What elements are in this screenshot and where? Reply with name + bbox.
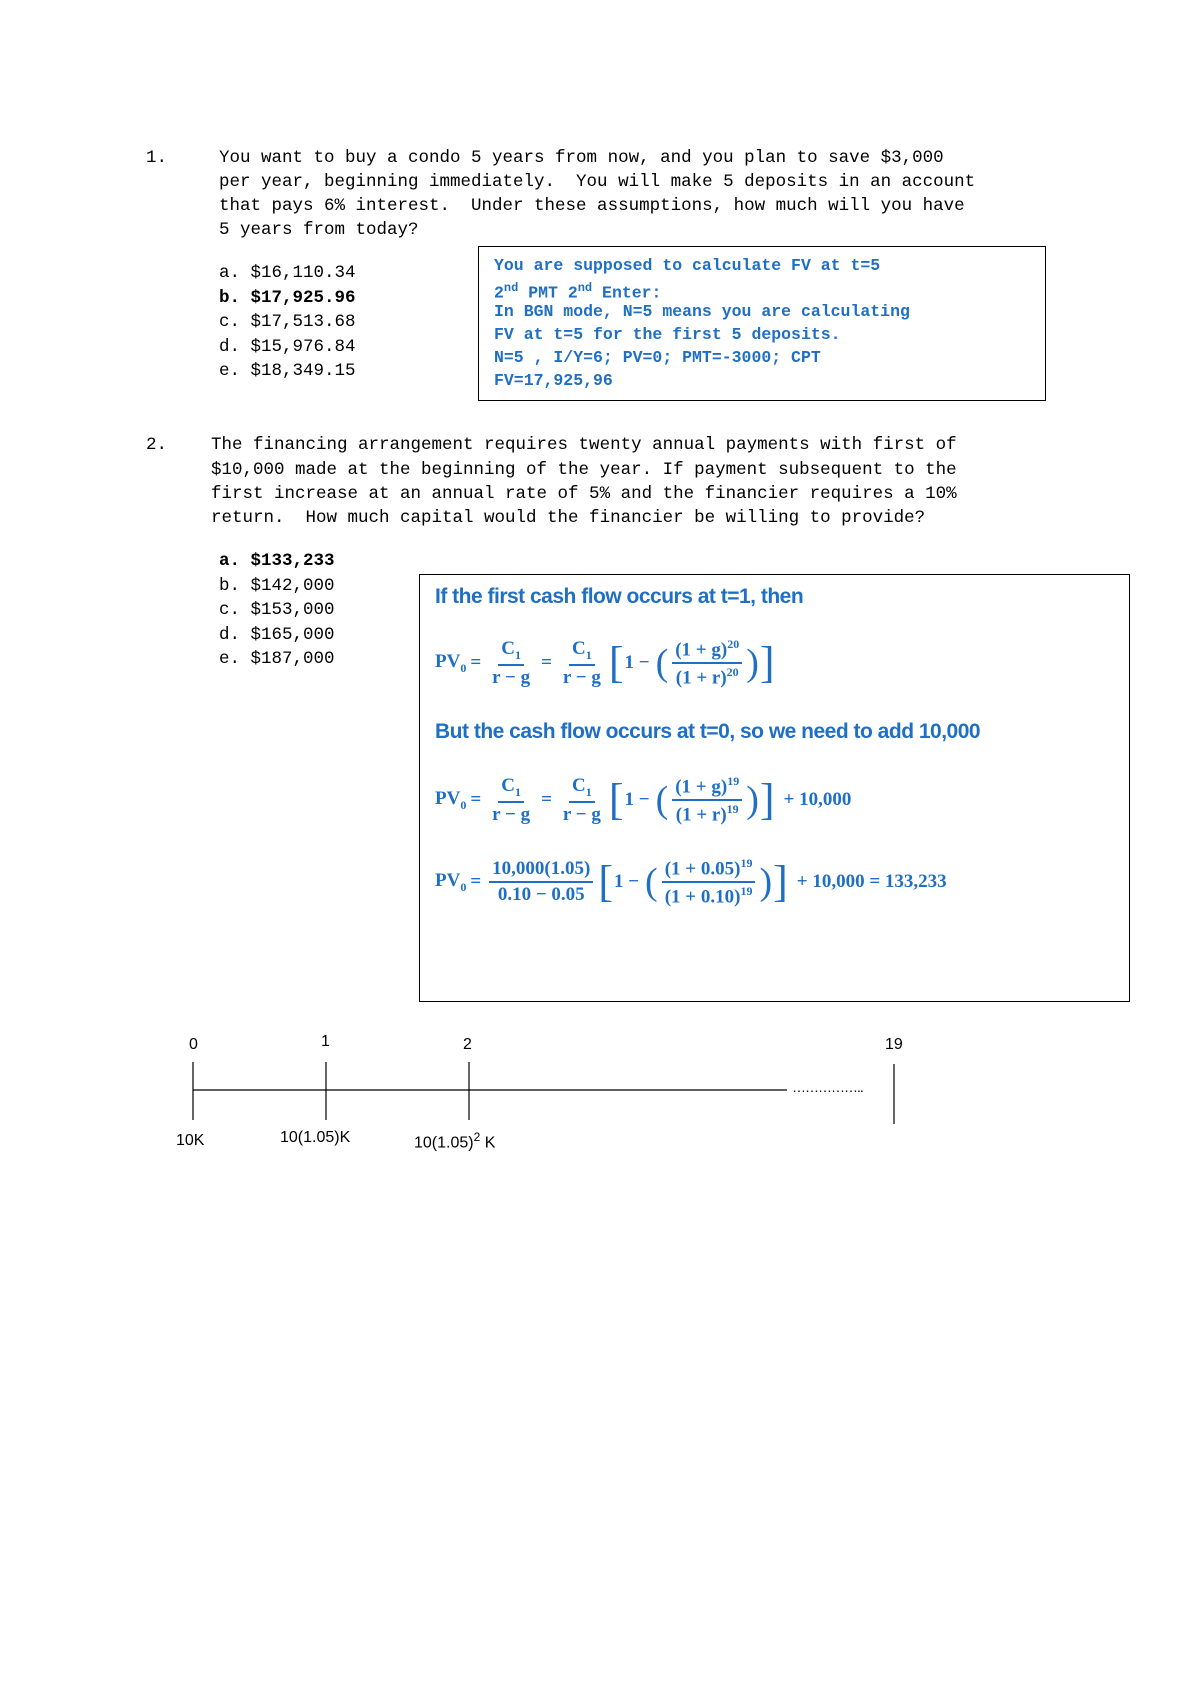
question-2-line: first increase at an annual rate of 5% and the financier requires a 10% [211,484,957,504]
equals-sign: = [470,789,482,811]
open-paren: ( [655,642,669,685]
hint-line: FV at t=5 for the first 5 deposits. [494,325,841,344]
fraction-den: r − g [492,803,531,825]
close-paren: ) [746,642,759,685]
equation-growing-annuity [435,637,776,690]
close-paren: ) [746,779,759,822]
timeline-cashflow-label [414,1130,495,1152]
hint-line: You are supposed to calculate FV at t=5 [494,256,881,275]
hint-line: FV=17,925,96 [494,371,613,390]
timeline-dots: …………….. [792,1079,863,1095]
option-value: $15,976.84 [250,336,356,357]
equals-sign: = [541,652,552,674]
option-c [219,598,335,623]
equals-sign: = [470,871,482,893]
fraction-num [498,775,524,803]
den-text: (1 + r) [675,667,727,689]
option-e [219,359,356,384]
flow-text: 10(1.05) [414,1134,474,1152]
one-minus: 1 − [624,789,650,811]
fraction-growth-ratio [662,856,756,909]
hint-sup: nd [503,281,519,295]
pv-sub: 0 [460,660,467,675]
option-letter: b. [219,575,241,596]
fraction-den [673,664,742,689]
fraction-den: r − g [492,666,531,688]
option-value: $187,000 [250,649,335,669]
hint-text: Enter: [592,283,662,303]
c-sub: 1 [585,647,592,662]
option-letter: e. [219,649,241,669]
question-1-options [219,261,356,384]
flow-text: K [484,1134,496,1152]
question-2-options [219,549,335,672]
equation-numeric [435,856,947,909]
fraction-den [662,883,756,908]
option-b-correct [219,286,356,311]
hint-sup: nd [577,281,593,295]
question-1-line: You want to buy a condo 5 years from now, and you plan to save $3,000 [219,148,944,168]
hint-text: PMT 2 [518,283,578,303]
option-value: $142,000 [250,575,335,596]
option-e [219,647,335,672]
den-text: (1 + 0.10) [664,886,741,908]
pv-sub: 0 [460,879,467,894]
option-letter: a. [219,263,241,283]
q2-solution-box [419,574,1130,1002]
open-paren: ( [645,861,658,904]
c-sub: 1 [585,784,592,799]
option-a [219,261,356,286]
option-value: $133,233 [250,551,335,571]
option-letter: c. [219,312,241,332]
option-value: $17,513.68 [250,312,356,332]
fraction-den: 0.10 − 0.05 [497,884,585,906]
option-value: $153,000 [250,600,335,620]
timeline-period-label: 1 [321,1033,330,1050]
hint-line: N=5 , I/Y=6; PV=0; PMT=-3000; CPT [494,348,821,367]
result-term: + 10,000 = 133,233 [796,871,947,893]
solution-heading: But the cash flow occurs at t=0, so we need to add 10,000 [435,720,981,743]
den-text: (1 + r) [675,804,727,826]
question-2-line: return. How much capital would the financier be willing to provide? [211,508,926,528]
option-letter: a. [219,551,241,571]
fraction-c1-over-rg [489,775,533,826]
c-sub: 1 [514,647,521,662]
num-exp: 19 [727,774,740,788]
question-2-number: 2. [146,435,168,455]
fraction-num: 10,000(1.05) [489,858,593,883]
c-text: C [501,774,515,796]
option-b [219,574,335,599]
pv-text: PV [435,787,461,809]
option-letter: c. [219,600,241,620]
timeline-period-label: 0 [189,1036,198,1053]
pv-sub: 0 [460,797,467,812]
close-paren: ) [759,861,773,904]
open-paren: ( [655,779,669,822]
fraction-num [662,856,756,883]
timeline-period-label: 2 [463,1036,472,1053]
close-bracket: ] [773,857,788,907]
fraction-den: r − g [562,666,601,688]
solution-heading: If the first cash flow occurs at t=1, then [435,585,804,608]
fraction-num [569,638,595,666]
num-text: (1 + g) [675,776,728,798]
num-text: (1 + g) [675,639,728,661]
fraction-c1-over-rg [560,638,604,689]
num-exp: 20 [727,637,740,651]
option-letter: e. [219,361,241,381]
num-exp: 19 [740,856,753,870]
timeline-cashflow-label: 10(1.05)K [280,1129,351,1146]
open-bracket: [ [608,775,624,825]
pv-text: PV [435,650,461,672]
question-1-line: that pays 6% interest. Under these assumptions, how much will you have [219,196,965,216]
option-letter: d. [219,624,241,645]
equation-adjusted [435,774,851,827]
pv-symbol [435,651,466,676]
option-a-correct [219,549,335,574]
option-letter: d. [219,336,241,357]
c-text: C [572,774,586,796]
c-sub: 1 [514,784,521,799]
option-d [219,623,335,648]
option-letter: b. [219,287,241,308]
flow-exp: 2 [473,1130,481,1144]
pv-symbol [435,788,466,813]
close-bracket: ] [759,775,775,825]
fraction-den: r − g [562,803,601,825]
option-value: $165,000 [250,624,335,645]
one-minus: 1 − [624,652,650,674]
question-1-line: 5 years from today? [219,220,419,240]
fraction-growth-ratio [672,774,742,827]
q1-hint-box [478,246,1046,401]
den-exp: 19 [726,802,739,817]
one-minus: 1 − [613,871,640,893]
fraction-c1-over-rg [560,775,604,826]
den-exp: 19 [740,884,753,899]
num-text: (1 + 0.05) [664,858,741,880]
fraction-num [672,637,742,664]
timeline-period-label: 19 [885,1036,903,1053]
fraction-num [672,774,742,801]
fraction-den [673,801,742,826]
question-2-line: $10,000 made at the beginning of the year. If payment subsequent to the [211,460,957,480]
pv-symbol [435,870,466,895]
option-c [219,310,356,335]
close-bracket: ] [759,638,775,688]
fraction-c1-over-rg [489,638,533,689]
hint-text: 2 [494,283,504,303]
fraction-num [498,638,524,666]
hint-line: In BGN mode, N=5 means you are calculating [494,302,910,321]
fraction-growth-ratio [672,637,742,690]
fraction-num [569,775,595,803]
open-bracket: [ [608,638,624,688]
timeline-cashflow-label: 10K [176,1132,205,1149]
question-1-line: per year, beginning immediately. You will make 5 deposits in an account [219,172,976,192]
equals-sign: = [470,652,482,674]
c-text: C [572,637,586,659]
option-value: $17,925.96 [250,287,356,308]
open-bracket: [ [598,857,613,907]
c-text: C [501,637,515,659]
option-d [219,335,356,360]
equals-sign: = [541,789,552,811]
question-2-line: The financing arrangement requires twenty annual payments with first of [211,435,957,455]
fraction-numeric [489,858,593,906]
question-1-number: 1. [146,148,168,168]
option-value: $16,110.34 [250,263,356,283]
den-exp: 20 [726,665,739,680]
option-value: $18,349.15 [250,361,356,381]
plus-term: + 10,000 [783,789,852,811]
pv-text: PV [435,869,461,891]
